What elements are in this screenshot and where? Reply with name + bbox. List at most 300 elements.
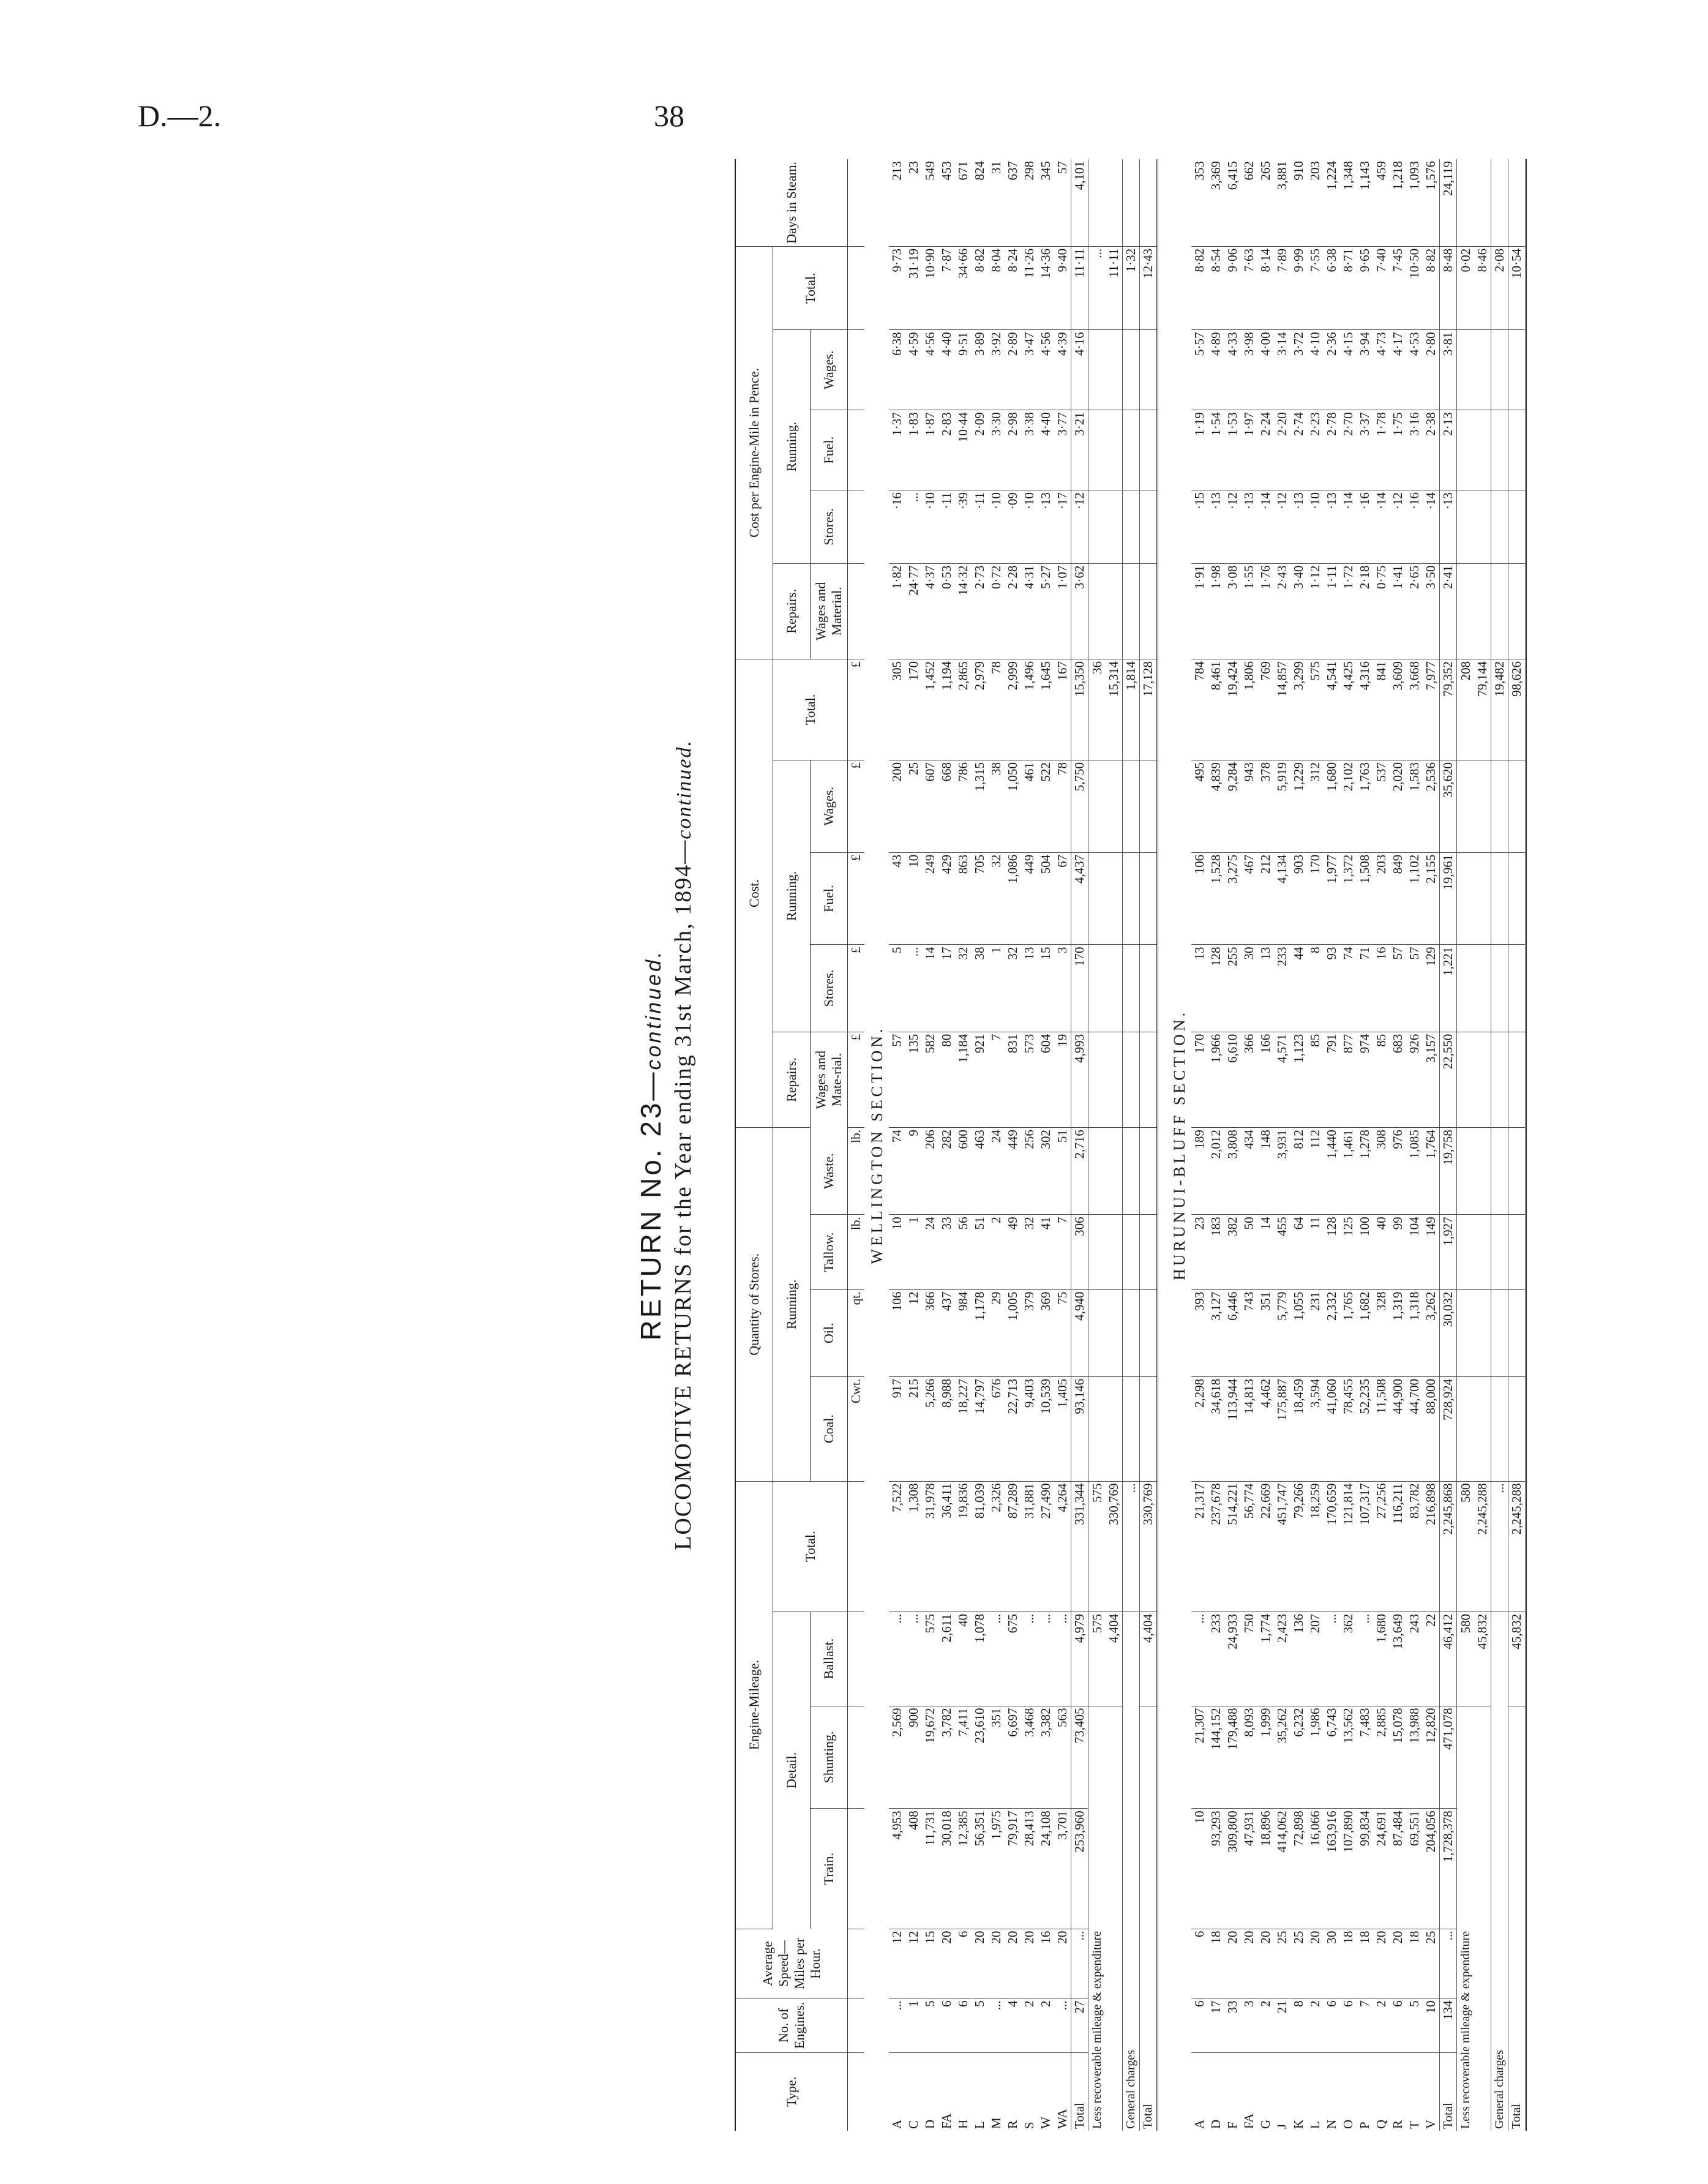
empty-cell <box>1123 852 1140 945</box>
cell-p_total: 7·40 <box>1373 246 1390 330</box>
cell-speed: 12 <box>905 1929 922 1998</box>
cell-shunt: 6,232 <box>1290 1706 1307 1809</box>
cell-stores: 44 <box>1290 945 1307 1032</box>
empty-cell <box>1508 490 1526 563</box>
total-p_total: 8·48 <box>1440 246 1457 330</box>
cell-days: 1,224 <box>1324 159 1340 246</box>
cell-stores: 13 <box>1257 945 1274 1032</box>
cell-no: ... <box>1054 1998 1071 2052</box>
cell-waste: 1,764 <box>1423 1128 1440 1215</box>
cell-days: 549 <box>922 159 938 246</box>
section-heading: HURUNUI-BLUFF SECTION. <box>1170 1009 1188 1281</box>
cell-shunt: 1,999 <box>1257 1706 1274 1809</box>
cell-total: 116,211 <box>1390 1481 1406 1612</box>
cell-train: 414,062 <box>1274 1809 1290 1929</box>
cell-type: A <box>890 2119 904 2129</box>
cell-no: 5 <box>972 1998 988 2052</box>
cell-type: F <box>1225 2122 1240 2129</box>
cell-total: 36,411 <box>938 1481 955 1612</box>
cell-train: 99,834 <box>1357 1809 1373 1929</box>
group-stores-running: Running. <box>773 1128 811 1481</box>
cell-p_wages: 4·15 <box>1340 330 1357 410</box>
cell-train: 28,413 <box>1021 1809 1038 1929</box>
cell-fuel: 429 <box>938 852 955 945</box>
cell-fuel: 1,508 <box>1357 852 1373 945</box>
cell-p_stores: ·14 <box>1423 490 1440 563</box>
total-waste: 2,716 <box>1071 1128 1088 1215</box>
cell-p_wages: 4·59 <box>905 330 922 410</box>
cell-coal: 10,539 <box>1038 1376 1054 1481</box>
cell-oil: 369 <box>1038 1289 1054 1376</box>
cell-wages: 943 <box>1241 760 1257 853</box>
empty-cell <box>1106 490 1123 563</box>
cell-p_rep: 1·91 <box>1191 563 1208 659</box>
empty-cell <box>1508 330 1526 410</box>
cell-p_rep: 1·12 <box>1307 563 1324 659</box>
cell-rep: 831 <box>1005 1032 1021 1127</box>
cell-waste: 600 <box>955 1128 972 1215</box>
cell-p_fuel: 2·74 <box>1290 410 1307 490</box>
empty-cell <box>1088 330 1106 410</box>
total-speed: ... <box>1071 1929 1088 1998</box>
cell-oil: 437 <box>938 1289 955 1376</box>
cell-type: R <box>1005 2120 1020 2129</box>
empty-cell <box>1457 945 1475 1032</box>
cell-shunt: 3,782 <box>938 1706 955 1809</box>
cell-rep: 85 <box>1373 1032 1390 1127</box>
empty-cell <box>1088 1215 1106 1289</box>
empty-cell <box>1106 1706 1123 2131</box>
col-pence-stores: Stores. <box>811 490 848 563</box>
cell-p_stores: ... <box>905 490 922 563</box>
cell-days: 459 <box>1373 159 1390 246</box>
cell-waste: 1,085 <box>1406 1128 1423 1215</box>
general-charges-row <box>1491 159 1508 2131</box>
table-row <box>1340 159 1357 2131</box>
cell-p_wages: 3·72 <box>1290 330 1307 410</box>
empty-cell <box>1088 563 1106 659</box>
cell-p_wages: 2·89 <box>1005 330 1021 410</box>
cell-p_total: 8·24 <box>1005 246 1021 330</box>
cell-train: 309,800 <box>1224 1809 1241 1929</box>
cell-stores: 93 <box>1324 945 1340 1032</box>
net-pence-total: 8·46 <box>1474 246 1491 330</box>
empty-cell <box>1491 1032 1508 1127</box>
cell-stores: 5 <box>889 945 905 1032</box>
cell-p_total: 31·19 <box>905 246 922 330</box>
empty-cell <box>1474 490 1491 563</box>
cell-p_total: 9·99 <box>1290 246 1307 330</box>
cell-p_fuel: 3·16 <box>1406 410 1423 490</box>
empty-cell <box>1123 760 1140 853</box>
total-oil: 30,032 <box>1440 1289 1457 1376</box>
cell-cost_total: 1,806 <box>1241 659 1257 760</box>
cell-p_wages: 3·89 <box>972 330 988 410</box>
table-row <box>972 159 988 2131</box>
unit-lb: lb. <box>848 1128 865 1215</box>
empty-cell <box>1123 1376 1140 1481</box>
cell-ballast: ... <box>889 1612 905 1706</box>
cell-p_wages: 4·73 <box>1373 330 1390 410</box>
table-row <box>955 159 972 2131</box>
cell-speed: 20 <box>938 1929 955 1998</box>
cell-shunt: 2,569 <box>889 1706 905 1809</box>
cell-total: 216,898 <box>1423 1481 1440 1612</box>
cell-fuel: 170 <box>1307 852 1324 945</box>
empty-cell <box>1088 1032 1106 1127</box>
empty-cell <box>1123 1215 1140 1289</box>
group-cost-per-engine-mile: Cost per Engine-Mile in Pence. <box>735 246 773 659</box>
cell-p_rep: 2·18 <box>1357 563 1373 659</box>
cell-waste: 2,012 <box>1208 1128 1224 1215</box>
cell-p_total: 7·63 <box>1241 246 1257 330</box>
cell-fuel: 1,528 <box>1208 852 1224 945</box>
cell-shunt: 15,078 <box>1390 1706 1406 1809</box>
cell-tallow: 50 <box>1241 1215 1257 1289</box>
cell-tallow: 183 <box>1208 1215 1224 1289</box>
cell-coal: 4,462 <box>1257 1376 1274 1481</box>
cell-p_total: 8·82 <box>1423 246 1440 330</box>
cell-no: ... <box>988 1998 1005 2052</box>
cell-wages: 200 <box>889 760 905 853</box>
empty-cell <box>1123 490 1140 563</box>
cell-oil: 5,779 <box>1274 1289 1290 1376</box>
cell-no: 33 <box>1224 1998 1241 2052</box>
cell-cost_total: 769 <box>1257 659 1274 760</box>
cell-total: 19,836 <box>955 1481 972 1612</box>
cell-waste: 112 <box>1307 1128 1324 1215</box>
cell-p_total: 8·54 <box>1208 246 1224 330</box>
cell-oil: 366 <box>922 1289 938 1376</box>
cell-fuel: 1,086 <box>1005 852 1021 945</box>
empty-cell <box>1474 1376 1491 1481</box>
col-cost-stores: Stores. <box>811 945 848 1032</box>
cell-oil: 12 <box>905 1289 922 1376</box>
cell-p_stores: ·10 <box>1021 490 1038 563</box>
cell-days: 213 <box>889 159 905 246</box>
empty-cell <box>1508 563 1526 659</box>
cell-coal: 22,713 <box>1005 1376 1021 1481</box>
cell-shunt: 7,411 <box>955 1706 972 1809</box>
cell-rep: 604 <box>1038 1032 1054 1127</box>
cell-shunt: 6,743 <box>1324 1706 1340 1809</box>
cell-p_stores: ·11 <box>972 490 988 563</box>
cell-p_fuel: 1·87 <box>922 410 938 490</box>
cell-p_rep: 1·72 <box>1340 563 1357 659</box>
group-engine-mileage: Engine-Mileage. <box>735 1481 773 1929</box>
cell-fuel: 10 <box>905 852 922 945</box>
cell-oil: 1,319 <box>1390 1289 1406 1376</box>
unit-pound: £ <box>848 945 865 1032</box>
cell-cost_total: 1,645 <box>1038 659 1054 760</box>
cell-speed: 20 <box>1390 1929 1406 1998</box>
total-p_stores: ·12 <box>1071 490 1088 563</box>
section-total-row <box>1071 159 1088 2131</box>
cell-days: 345 <box>1038 159 1054 246</box>
cell-waste: 3,808 <box>1224 1128 1241 1215</box>
empty-cell <box>1474 1289 1491 1376</box>
total-wages: 35,620 <box>1440 760 1457 853</box>
empty-cell <box>1140 945 1158 1032</box>
total-days: 4,101 <box>1071 159 1088 246</box>
cell-fuel: 67 <box>1054 852 1071 945</box>
cell-ballast: 1,078 <box>972 1612 988 1706</box>
cell-p_total: 11·26 <box>1021 246 1038 330</box>
cell-tallow: 128 <box>1324 1215 1340 1289</box>
cell-stores: 30 <box>1241 945 1257 1032</box>
cell-shunt: 35,262 <box>1274 1706 1290 1809</box>
cell-train: 72,898 <box>1290 1809 1307 1929</box>
less-recoverable-label: Less recoverable mileage & expenditure <box>1458 1931 1472 2129</box>
section-heading-row <box>864 159 889 2131</box>
cell-oil: 1,318 <box>1406 1289 1423 1376</box>
empty-cell <box>1491 1289 1508 1376</box>
total-shunt: 471,078 <box>1440 1706 1457 1809</box>
cell-cost_total: 3,668 <box>1406 659 1423 760</box>
empty-cell <box>1140 159 1158 246</box>
less-recoverable-row <box>1088 159 1106 2131</box>
cell-shunt: 563 <box>1054 1706 1071 1809</box>
cell-fuel: 467 <box>1241 852 1257 945</box>
cell-fuel: 849 <box>1390 852 1406 945</box>
total-wages: 5,750 <box>1071 760 1088 853</box>
cell-train: 10 <box>1191 1809 1208 1929</box>
section-heading-row <box>1167 159 1191 2131</box>
total-fuel: 4,437 <box>1071 852 1088 945</box>
cell-cost_total: 1,452 <box>922 659 938 760</box>
cell-coal: 175,887 <box>1274 1376 1290 1481</box>
cell-ballast: ... <box>905 1612 922 1706</box>
cell-stores: 32 <box>1005 945 1021 1032</box>
cell-rep: 7 <box>988 1032 1005 1127</box>
empty-cell <box>1106 159 1123 246</box>
cell-p_wages: 4·53 <box>1406 330 1423 410</box>
cell-train: 16,066 <box>1307 1809 1324 1929</box>
cell-fuel: 4,134 <box>1274 852 1290 945</box>
total-tallow: 306 <box>1071 1215 1088 1289</box>
col-cost-wages: Wages. <box>811 760 848 853</box>
table-caption <box>670 159 697 2131</box>
table-row <box>1054 159 1071 2131</box>
total-rep: 4,993 <box>1071 1032 1088 1127</box>
cell-shunt: 179,488 <box>1224 1706 1241 1809</box>
cell-coal: 676 <box>988 1376 1005 1481</box>
cell-p_rep: 24·77 <box>905 563 922 659</box>
cell-cost_total: 1,194 <box>938 659 955 760</box>
table-caption-text: LOCOMOTIVE RETURNS for the Year ending 31st March, 1894— <box>670 839 696 1550</box>
cell-days: 662 <box>1241 159 1257 246</box>
total-days: 24,119 <box>1440 159 1457 246</box>
cell-p_stores: ·15 <box>1191 490 1208 563</box>
cell-cost_total: 167 <box>1054 659 1071 760</box>
cell-coal: 41,060 <box>1324 1376 1340 1481</box>
cell-speed: 20 <box>1054 1929 1071 1998</box>
cell-tallow: 41 <box>1038 1215 1054 1289</box>
cell-speed: 30 <box>1324 1929 1340 1998</box>
grand-cost-total: 17,128 <box>1140 659 1158 760</box>
cell-coal: 9,403 <box>1021 1376 1038 1481</box>
less-total: 580 <box>1457 1481 1475 1612</box>
cell-no: 2 <box>1307 1998 1324 2052</box>
cell-fuel: 203 <box>1373 852 1390 945</box>
cell-type: H <box>956 2119 970 2129</box>
empty-cell <box>1140 410 1158 490</box>
empty-cell <box>1140 1128 1158 1215</box>
cell-stores: 13 <box>1191 945 1208 1032</box>
cell-wages: 495 <box>1191 760 1208 853</box>
cell-p_rep: 1·07 <box>1054 563 1071 659</box>
cell-days: 265 <box>1257 159 1274 246</box>
cell-speed: 20 <box>972 1929 988 1998</box>
grand-ballast: 4,404 <box>1140 1612 1158 1706</box>
cell-shunt: 8,093 <box>1241 1706 1257 1809</box>
cell-total: 18,259 <box>1307 1481 1324 1612</box>
empty-cell <box>1508 760 1526 853</box>
empty-cell <box>1457 1032 1475 1127</box>
cell-p_fuel: 4·40 <box>1038 410 1054 490</box>
cell-waste: 812 <box>1290 1128 1307 1215</box>
net-cost-total: 15,314 <box>1106 659 1123 760</box>
cell-fuel: 212 <box>1257 852 1274 945</box>
table-titles <box>631 159 735 2131</box>
less-recoverable-row <box>1457 159 1475 2131</box>
cell-days: 23 <box>905 159 922 246</box>
cell-type: R <box>1390 2120 1405 2129</box>
less-cost-total: 208 <box>1457 659 1475 760</box>
empty-cell <box>1106 1128 1123 1215</box>
cell-coal: 18,459 <box>1290 1376 1307 1481</box>
cell-oil: 743 <box>1241 1289 1257 1376</box>
cell-cost_total: 305 <box>889 659 905 760</box>
empty-cell <box>1508 1128 1526 1215</box>
total-no: 134 <box>1440 1998 1457 2052</box>
col-pence-wages-material: Wages and Material. <box>811 563 848 659</box>
cell-cost_total: 2,865 <box>955 659 972 760</box>
general-total: ... <box>1491 1481 1508 1612</box>
cell-p_fuel: 10·44 <box>955 410 972 490</box>
empty-cell <box>1106 852 1123 945</box>
empty-cell <box>1457 490 1475 563</box>
cell-ballast: ... <box>1021 1612 1038 1706</box>
cell-train: 18,896 <box>1257 1809 1274 1929</box>
cell-shunt: 13,988 <box>1406 1706 1423 1809</box>
cell-wages: 607 <box>922 760 938 853</box>
empty-cell <box>1508 945 1526 1032</box>
cell-waste: 51 <box>1054 1128 1071 1215</box>
cell-no: 7 <box>1357 1998 1373 2052</box>
cell-no: 2 <box>1257 1998 1274 2052</box>
cell-coal: 88,000 <box>1423 1376 1440 1481</box>
cell-tallow: 104 <box>1406 1215 1423 1289</box>
cell-coal: 1,405 <box>1054 1376 1071 1481</box>
empty-cell <box>1457 1215 1475 1289</box>
group-cost: Cost. <box>735 659 773 1127</box>
cell-type: D <box>923 2119 937 2129</box>
cell-speed: 20 <box>1005 1929 1021 1998</box>
cell-coal: 18,227 <box>955 1376 972 1481</box>
cell-speed: 20 <box>1373 1929 1390 1998</box>
empty-cell <box>1457 852 1475 945</box>
cell-waste: 308 <box>1373 1128 1390 1215</box>
empty-cell <box>1491 159 1508 246</box>
table-row <box>1307 159 1324 2131</box>
cell-stores: 32 <box>955 945 972 1032</box>
cell-type: WA <box>1055 2109 1069 2129</box>
empty-cell <box>1508 410 1526 490</box>
cell-no: 2 <box>1038 1998 1054 2052</box>
general-total: ... <box>1123 1481 1140 1612</box>
cell-shunt: 3,382 <box>1038 1706 1054 1809</box>
empty-cell <box>1474 1706 1491 2131</box>
cell-oil: 75 <box>1054 1289 1071 1376</box>
cell-total: 27,490 <box>1038 1481 1054 1612</box>
cell-days: 1,093 <box>1406 159 1423 246</box>
empty-cell <box>1123 563 1140 659</box>
net-total: 2,245,288 <box>1474 1481 1491 1612</box>
empty-cell <box>1491 563 1508 659</box>
spacer <box>1158 159 1167 2131</box>
cell-p_fuel: 3·30 <box>988 410 1005 490</box>
cell-oil: 231 <box>1307 1289 1324 1376</box>
cell-tallow: 100 <box>1357 1215 1373 1289</box>
cell-train: 107,890 <box>1340 1809 1357 1929</box>
cell-fuel: 903 <box>1290 852 1307 945</box>
cell-p_rep: 5·27 <box>1038 563 1054 659</box>
unit-lb: lb. <box>848 1215 865 1289</box>
total-p_fuel: 2·13 <box>1440 410 1457 490</box>
cell-days: 1,576 <box>1423 159 1440 246</box>
cell-type: L <box>1308 2121 1322 2129</box>
cell-p_total: 14·36 <box>1038 246 1054 330</box>
cell-shunt: 144,152 <box>1208 1706 1224 1809</box>
cell-p_stores: ·12 <box>1274 490 1290 563</box>
cell-p_total: 9·65 <box>1357 246 1373 330</box>
total-coal: 93,146 <box>1071 1376 1088 1481</box>
cell-wages: 522 <box>1038 760 1054 853</box>
cell-no: 5 <box>922 1998 938 2052</box>
net-ballast: 45,832 <box>1474 1612 1491 1706</box>
cell-p_rep: 4·37 <box>922 563 938 659</box>
cell-tallow: 2 <box>988 1215 1005 1289</box>
cell-p_total: 9·06 <box>1224 246 1241 330</box>
locomotive-returns-table <box>735 159 1527 2131</box>
cell-no: 21 <box>1274 1998 1290 2052</box>
cell-fuel: 43 <box>889 852 905 945</box>
grand-total-label: Total <box>1508 1706 1526 2131</box>
cell-total: 31,978 <box>922 1481 938 1612</box>
cell-total: 2,326 <box>988 1481 1005 1612</box>
cell-p_stores: ·39 <box>955 490 972 563</box>
cell-stores: 57 <box>1390 945 1406 1032</box>
cell-rep: 921 <box>972 1032 988 1127</box>
cell-p_rep: 0·75 <box>1373 563 1390 659</box>
cell-p_fuel: 1·97 <box>1241 410 1257 490</box>
cell-p_stores: ·13 <box>1324 490 1340 563</box>
cell-no: 2 <box>1021 1998 1038 2052</box>
general-pence-total: 1·32 <box>1123 246 1140 330</box>
unit-cwt: Cwt. <box>848 1376 865 1481</box>
table-header <box>735 159 848 2131</box>
cell-rep: 1,184 <box>955 1032 972 1127</box>
cell-ballast: 362 <box>1340 1612 1357 1706</box>
cell-p_wages: 4·10 <box>1307 330 1324 410</box>
total-p_rep: 2·41 <box>1440 563 1457 659</box>
total-train: 1,728,378 <box>1440 1809 1457 1929</box>
cell-total: 27,256 <box>1373 1481 1390 1612</box>
cell-stores: 1 <box>988 945 1005 1032</box>
cell-wages: 9,284 <box>1224 760 1241 853</box>
total-oil: 4,940 <box>1071 1289 1088 1376</box>
